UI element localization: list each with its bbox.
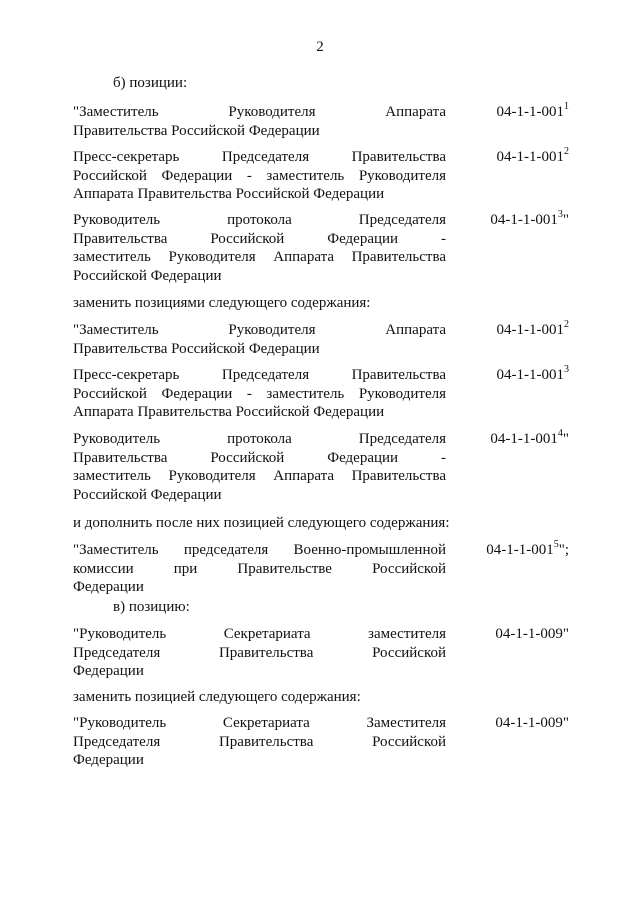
entry-line: комиссии при Правительстве Российской [73,560,446,577]
entry-line: Председателя Правительства Российской [73,733,446,750]
entry-line: "Заместитель Руководителя Аппарата [73,322,446,338]
entry-line: Российской Федерации - заместитель Руководителя [73,167,446,184]
entry-text [73,366,446,422]
entry-text [73,430,446,504]
entry-text [73,103,446,140]
entry-supplement [73,541,573,597]
position-code [490,430,569,449]
code-superscript: 5 [553,539,559,550]
entry-line: Правительства Российской Федерации [73,340,320,357]
entry-b-3 [73,211,573,285]
code-tail: " [562,212,569,228]
code-value: 04-1-1-001 [496,322,564,338]
entry-text [73,625,446,681]
entry-line: "Заместитель председателя Военно-промышленной [73,542,446,558]
entry-line: заместитель Руководителя Аппарата Правительства [73,249,446,265]
entry-line: Пресс-секретарь Председателя Правительства [73,149,446,165]
entry-line: Правительства Российской Федерации - [73,230,446,247]
replace-position-text: заменить позицией следующего содержания: [73,689,361,705]
entry-line: Правительства Российской Федерации - [73,449,446,466]
entry-text [73,714,446,770]
code-value: 04-1-1-001 [490,212,558,228]
entry-b-2 [73,148,573,204]
position-code [497,321,570,340]
position-code [495,714,569,733]
code-value: 04-1-1-001 [496,149,564,165]
code-value: 04-1-1-009" [495,626,569,642]
replace-positions-text: заменить позициями следующего содержания: [73,295,371,311]
code-tail: " [562,431,569,447]
entry-line: "Заместитель Руководителя Аппарата [73,104,446,120]
entry-line: Федерации [73,663,144,679]
position-code [497,148,570,167]
entry-b-new-2 [73,366,573,422]
code-superscript: 2 [564,319,569,330]
entry-line: Федерации [73,752,144,768]
code-tail: "; [558,542,569,558]
position-code [490,211,569,230]
entry-b-1 [73,103,573,140]
code-superscript: 3 [557,209,563,220]
section-b-title: б) позиции: [113,75,188,91]
position-code [497,366,570,385]
entry-line: "Руководитель Секретариата заместителя [73,626,446,642]
entry-line: Российской Федерации - заместитель Руководителя [73,385,446,402]
entry-text [73,148,446,204]
entry-b-new-1 [73,321,573,358]
entry-line: Российской Федерации [73,267,222,284]
entry-text [73,211,446,285]
code-superscript: 2 [564,146,569,157]
entry-v-old [73,625,573,681]
position-code [497,103,570,122]
entry-line: Руководитель протокола Председателя [73,431,446,447]
entry-line: "Руководитель Секретариата Заместителя [73,715,446,731]
entry-b-new-3 [73,430,573,504]
code-value: 04-1-1-001 [486,542,554,558]
code-value: 04-1-1-001 [490,431,558,447]
position-code [486,541,569,560]
code-value: 04-1-1-001 [496,367,564,383]
code-superscript: 4 [557,428,563,439]
code-superscript: 3 [564,364,569,375]
entry-line: Аппарата Правительства Российской Федерации [73,404,385,420]
entry-line: Федерации [73,579,144,595]
entry-line: Российской Федерации [73,486,222,503]
entry-line: Председателя Правительства Российской [73,644,446,661]
entry-line: заместитель Руководителя Аппарата Правительства [73,468,446,484]
entry-line: Руководитель протокола Председателя [73,212,446,228]
entry-text [73,321,446,358]
code-value: 04-1-1-001 [496,104,564,120]
entry-line: Аппарата Правительства Российской Федерации [73,186,385,202]
entry-line: Правительства Российской Федерации [73,122,320,139]
section-v-title: в) позицию: [113,599,190,615]
code-value: 04-1-1-009" [495,715,569,731]
position-code [495,625,569,644]
entry-v-new [73,714,573,770]
page-number: 2 [316,39,324,55]
entry-text [73,541,446,597]
entry-line: Пресс-секретарь Председателя Правительства [73,367,446,383]
code-superscript: 1 [564,101,569,112]
supplement-text: и дополнить после них позицией следующего содержания: [73,515,450,531]
